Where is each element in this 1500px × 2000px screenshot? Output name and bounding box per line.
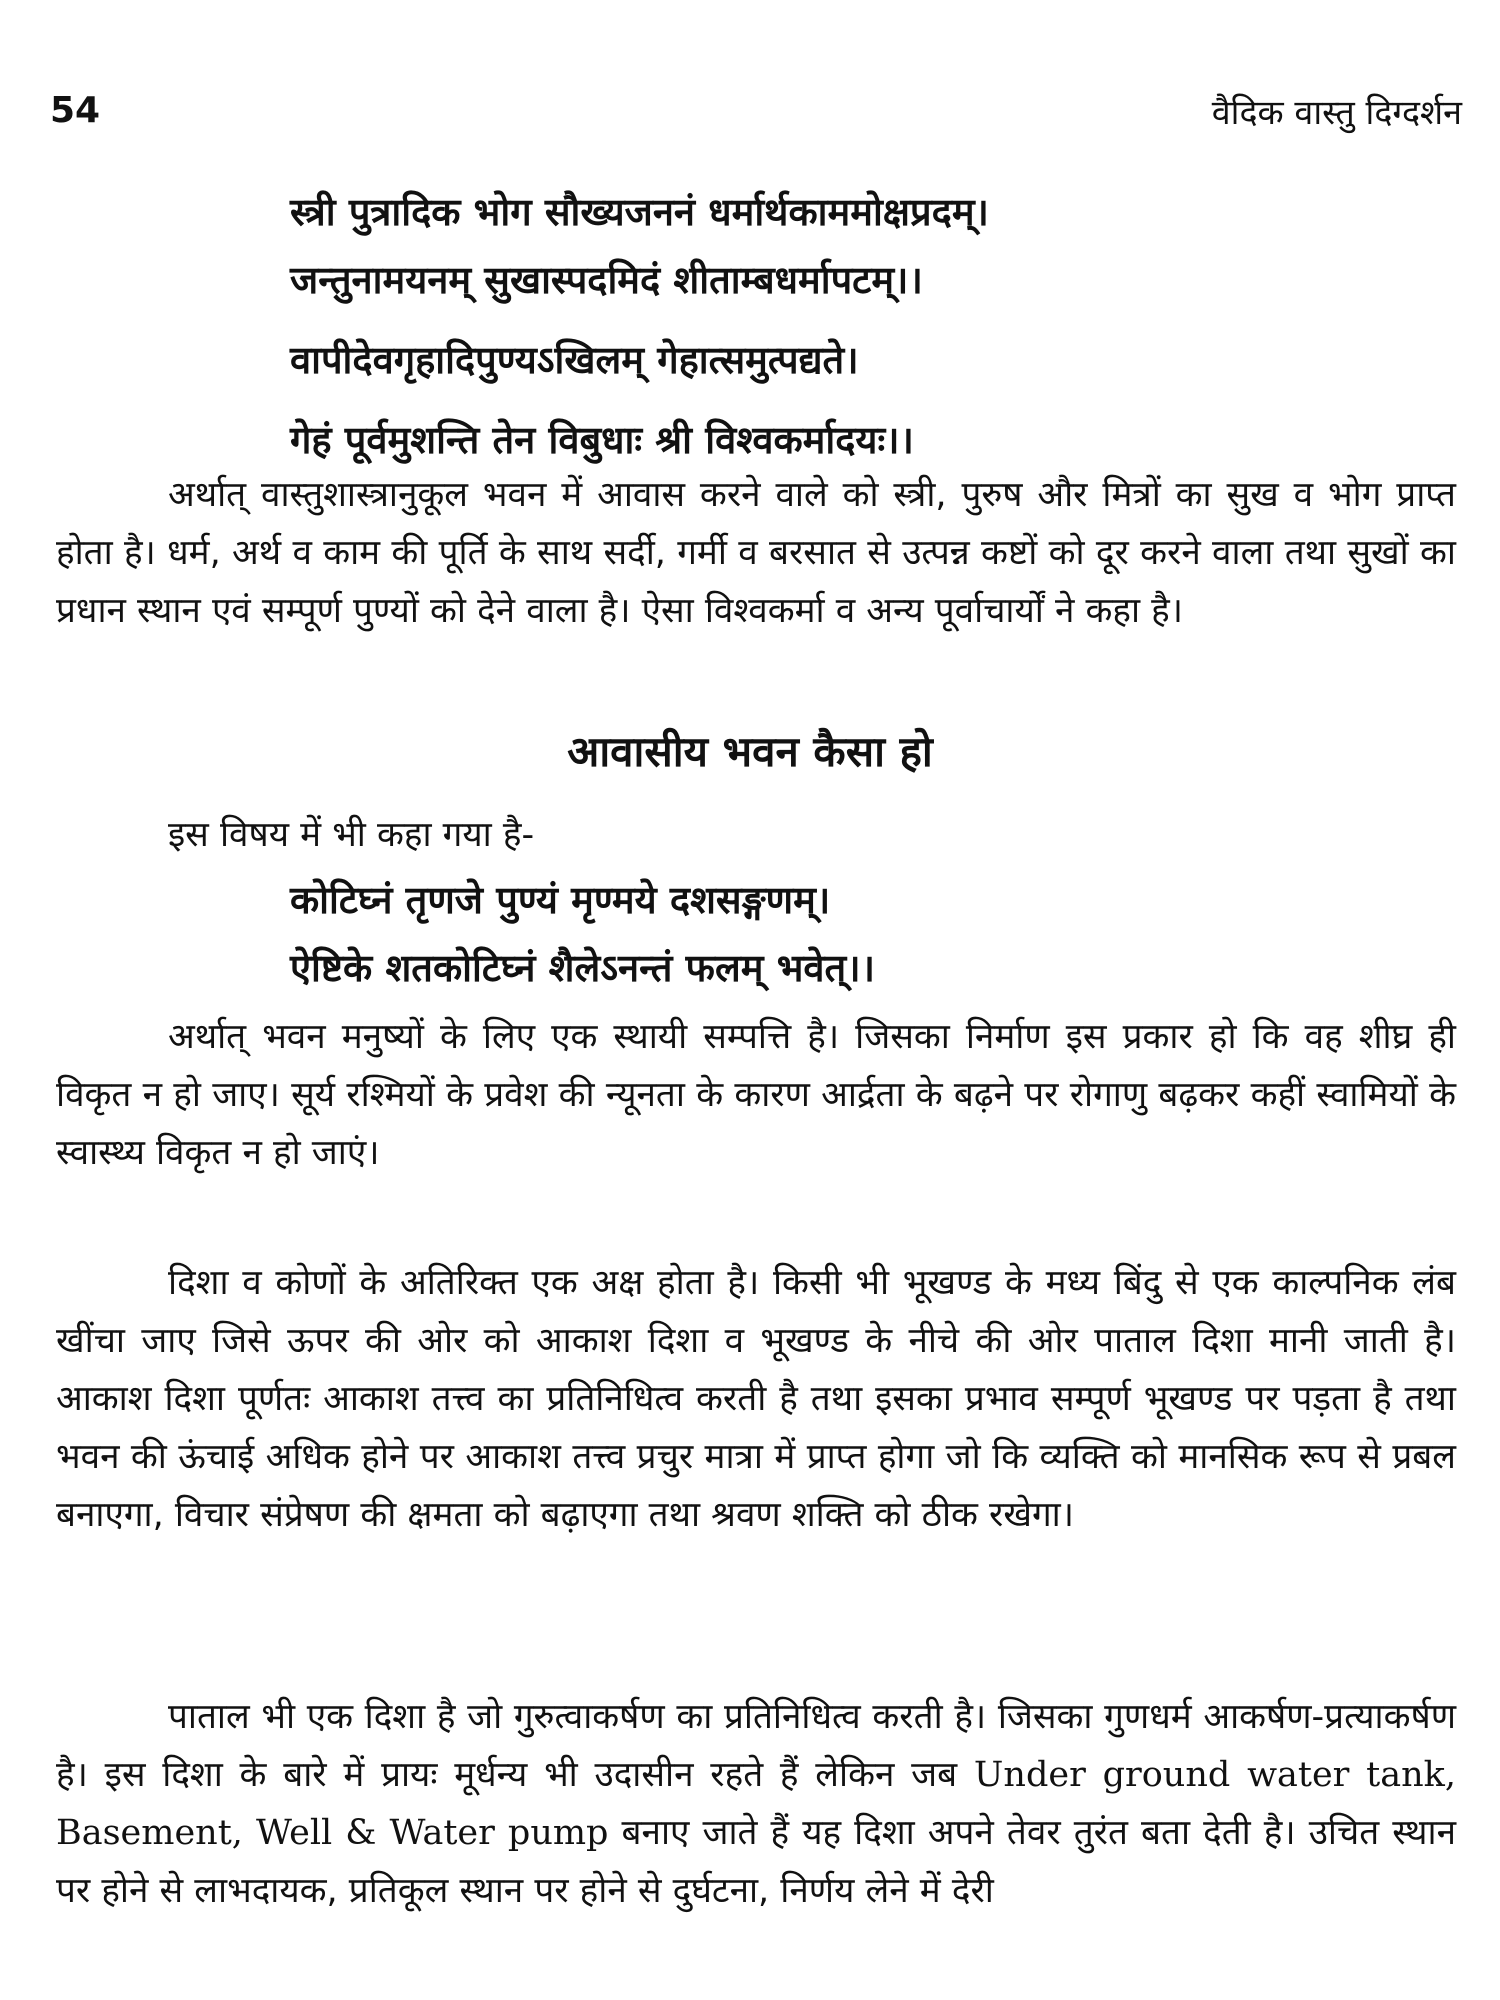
paragraph-4 [56, 1688, 1456, 1920]
paragraph-text: अर्थात् वास्तुशास्त्रानुकूल भवन में आवास करने वाले को स्त्री, पुरुष और मित्रों का सुख व भोग प्राप्त होता है। धर्म, अर्थ व काम की पूर्ति के साथ सर्दी, गर्मी व बरसात से उत्पन्न कष्टों को दूर करने वाला तथा सुखों का प्रधान स्थान एवं सम्पूर्ण पुण्यों को देने वाला है। ऐसा विश्वकर्मा व अन्य पूर्वाचार्यों ने कहा है। [56, 475, 1456, 631]
verse-line: ऐष्टिके शतकोटिघ्नं शैलेऽनन्तं फलम् भवेत्।। [290, 946, 875, 990]
paragraph-text: दिशा व कोणों के अतिरिक्त एक अक्ष होता है। किसी भी भूखण्ड के मध्य बिंदु से एक काल्पनिक लंब खींचा जाए जिसे ऊपर की ओर को आकाश दिशा व भूखण्ड के नीचे की ओर पाताल दिशा मानी जाती है। आकाश दिशा पूर्णतः आकाश तत्त्व का प्रतिनिधित्व करती है तथा इसका प्रभाव सम्पूर्ण भूखण्ड पर पड़ता है तथा भवन की ऊंचाई अधिक होने पर आकाश तत्त्व प्रचुर मात्रा में प्राप्त होगा जो कि व्यक्ति को मानसिक रूप से प्रबल बनाएगा, विचार संप्रेषण की क्षमता को बढ़ाएगा तथा श्रवण शक्ति को ठीक रखेगा। [56, 1263, 1456, 1535]
intro-line [56, 806, 1456, 864]
paragraph-text: पाताल भी एक दिशा है जो गुरुत्वाकर्षण का प्रतिनिधित्व करती है। जिसका गुणधर्म आकर्षण-प्रत्याकर्षण है। इस दिशा के बारे में प्रायः मूर्धन्य भी उदासीन रहते हैं लेकिन जब [56, 1697, 1456, 1795]
paragraph-2 [56, 1008, 1456, 1182]
paragraph-text: बनाए जाते हैं यह दिशा अपने तेवर तुरंत बता देती है। उचित स्थान पर होने से लाभदायक, प्रतिकूल स्थान पर होने से दुर्घटना, निर्णय लेने में देरी [56, 1813, 1457, 1911]
section-heading: आवासीय भवन कैसा हो [567, 727, 933, 776]
page-number: 54 [50, 90, 101, 131]
verse-line: वापीदेवगृहादिपुण्यऽखिलम् गेहात्समुत्पद्यते। [290, 338, 859, 382]
intro-text: इस विषय में भी कहा गया है- [168, 815, 535, 855]
paragraph-1 [56, 466, 1456, 640]
verse-line: स्त्री पुत्रादिक भोग सौख्यजननं धर्मार्थकाममोक्षप्रदम्। [290, 190, 989, 234]
paragraph-text: अर्थात् भवन मनुष्यों के लिए एक स्थायी सम्पत्ति है। जिसका निर्माण इस प्रकार हो कि वह शीघ्र ही विकृत न हो जाए। सूर्य रश्मियों के प्रवेश की न्यूनता के कारण आर्द्रता के बढ़ने पर रोगाणु बढ़कर कहीं स्वामियों के स्वास्थ्य विकृत न हो जाएं। [56, 1017, 1456, 1173]
paragraph-3 [56, 1254, 1456, 1544]
verse-line: कोटिघ्नं तृणजे पुण्यं मृण्मये दशसङ्गणम्। [290, 878, 831, 922]
sanskrit-verse-1 [290, 178, 1450, 474]
sanskrit-verse-2 [290, 866, 1450, 1002]
verse-line: गेहं पूर्वमुशन्ति तेन विबुधाः श्री विश्वकर्मादयः।। [290, 418, 914, 462]
running-head-title: वैदिक वास्तु दिग्दर्शन [1211, 93, 1462, 133]
verse-line: जन्तुनामयनम् सुखास्पदमिदं शीताम्बधर्मापटम्।। [290, 258, 923, 302]
english-terms: Under ground water tank, Basement, Well & Water pump [56, 1755, 1456, 1853]
